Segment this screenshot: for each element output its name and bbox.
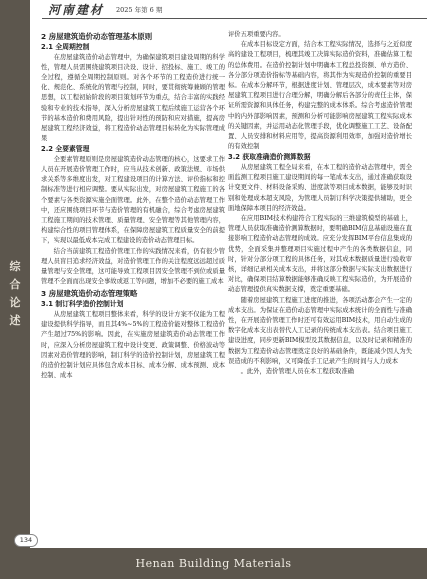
section-label-char: 论 [9, 296, 21, 309]
paragraph: 随着房屋建筑工程施工进度的推进，各项活动都会产生一定的成本支出。为保证在造价动态管理中实际成本统计的全面性与准确性，在开展造价管理工作时还可有效运用BIM技术，用自动生成的数字化成本支出表替代人工记录的传统成本支出表。结合项目施工建设进度，同步更新BIM模型及其数据信息，以及时记录和精准的数据为工程造价动态管理奠定良好的基础条件，既能减少因人为失误造成的不利影响，又可降低手工记录产生的时间与人力成本 [228, 296, 412, 365]
paragraph: 在成本目标设定方面，结合本工程实际情况，选择与之近似度高的建设工程项目，梳理其竣工决算实际造价资料，准确估算工程的总体费用。在造价控制计划中明确本工程总投资额、单方造价、各分部分项造价指标等基础内容，将其作为实现造价控制的重要目标。在成本分解环节，根据进度计划、管理层次，成本要素等对房屋建筑工程项目进行合理分解，明确分解后各部分的责任主体，保证所需资源和具体任务，构建完整的成本体系。综合考虑造价管理中的内外部影响因素，预测和分析可能影响房屋建筑工程实际成本的关键因素，并运用动态化管理手段，优化调整施工工艺、设备配置、人员安排和材料应用等，提高资源利用效率，加强对造价增长的有效控制 [228, 41, 412, 151]
journal-name: 河南建材 [48, 3, 105, 17]
right-column [228, 30, 412, 377]
paragraph: 在应用BIM技术构建符合工程实际的三维建筑模型的基础上，管理人员获取准确造价测算数据时，要明确BIM信息基础设施在直接影响工程造价动态管理的成效。应充分发挥BIM平台信息集成的优势，全面采集并整理项目实施过程中产生的各类数据信息，同时，针对分部分项工程的具体任务，对其成本数据质量进行验收审核，详细记录相关成本支出，并将这部分数据与实际支出数据进行对比，确保项目结算数据能够准确反映工程实际造价，为开展造价动态管理提供真实数据支撑，奠定重要基础。 [228, 214, 412, 294]
subsection-heading: 2.1 全周期控制 [41, 43, 90, 51]
paragraph: 全要素管理原则是房屋建筑造价动态管理的核心，这要求工作人员在开展造价管理工作时，应当从技术创新、政策法规、市场供求关系等多维度出发，对工程建设项目的计算方法、评价指标和控制标准等进行相应调整。要从实际出发，对房屋建筑工程施工的各个要素与各类资源实施全面管理。此外，在整个造价动态管理工作中，还应围绕项目环节与造价管理的有机融合，综合考虑房屋建筑工程施工期间的技术管理、质量管理、安全管理等其他管理内容，构建综合性的项目管理体系，在保障房屋建筑工程质量安全的前提下，实现以最低成本完成工程建设的造价动态管理目标。 [41, 155, 225, 245]
subsection-heading: 3.2 获取准确造价测算数据 [228, 153, 311, 162]
section-heading: 3 房屋建筑造价动态管理策略 [41, 289, 138, 299]
paragraph: 从房屋建筑工程全局来看，在本工程的造价动态管理中，需全面监测工程项目施工建设期间的每一笔成本支出，通过准确获取设计变更文件、材料设备采购、进度款等项目成本数据，能够及时识别和处理成本超支风险，为管理人员制订科学决策提供辅助，更全面地保障本项目的经济效益。 [228, 163, 412, 212]
subsection-heading: 3.1 制订科学造价控制计划 [41, 300, 124, 309]
page-number: 134 [14, 534, 38, 547]
paragraph: 从房屋建筑工程项目整体来看，科学的设计方案不仅能为工程建设提供科学指导，而且其4%~5%的工程造价能对整体工程造价产生超过75%的影响。因此，在实施房屋建筑造价动态管理工作时，应深入分析房屋建筑工程中设计变更、政策调整、价格波动等因素对造价管理的影响，制订科学的造价控制计划，房屋建筑工程的造价控制计划应具体包含成本目标、成本分解、成本预测、成本控制、成本 [41, 310, 225, 380]
paragraph: 在房屋建筑造价动态管理中，为确保建筑项目建设周期的科学性，管理人员需围绕建筑项目决设、设计、招投标、施工、竣工的全过程，遵循全周期控制原则。对各个环节的工程造价进行统一化、规范化、系统化的管理与控制，同时，要贯彻统筹兼顾的管理思想，以工程初始阶段的项目策划环节为重点，结合丰富的实践经验和专业的技术指导，深入分析房屋建筑工程后续施工运营各个环节的基本造价和费用风险，提出针对性的预防和应对措施，提高房屋建筑工程经济效益，将工程造价动态管理目标转化为实际管理成果 [41, 53, 225, 143]
page-header [30, 0, 427, 20]
journal-english-name: Henan Building Materials [135, 557, 292, 570]
issue-number: 2025 年第 6 期 [116, 6, 163, 14]
section-heading: 2 房屋建筑造价动态管理基本原则 [41, 32, 153, 41]
subsection-heading: 2.2 全要素管理 [41, 145, 90, 154]
left-column [41, 30, 225, 381]
paragraph: 。此外，造价管理人员在本工程获取准确 [240, 368, 354, 375]
header-divider [42, 18, 427, 19]
section-label-char: 述 [9, 314, 21, 327]
paragraph: 结合当前建筑工程造价管理工作的实践情况来看，仍有很少管理人员盲目追求经济效益，对造价管理工作的关注程度远远超过质量管理与安全管理，这可能导致工程项目因安全管理不到位或质量管理不全面而出现安全事故或返工等问题，增加不必要的施工成本 [41, 247, 225, 286]
section-label-char: 综 [9, 260, 21, 273]
page-footer [0, 548, 427, 579]
paragraph: 评价五项重要内容。 [228, 31, 285, 38]
section-label [5, 258, 25, 330]
side-strip [0, 0, 30, 579]
section-label-char: 合 [9, 278, 21, 291]
